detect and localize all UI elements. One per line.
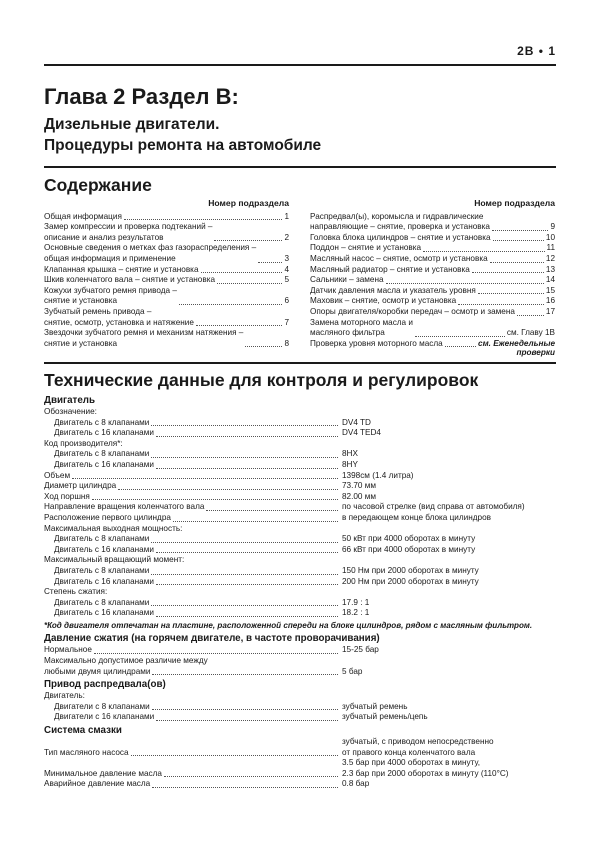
toc-entry-title: Поддон – снятие и установка: [310, 243, 422, 253]
dot-leader: [72, 478, 338, 479]
dot-leader: [196, 325, 283, 326]
toc-entry: [310, 275, 555, 286]
toc-entry: [310, 254, 555, 265]
toc-entry: [44, 307, 289, 328]
specs-body: [44, 393, 556, 790]
dot-leader: [156, 616, 338, 617]
toc-entry-title: Замена моторного масла и масляного фильтра: [310, 317, 413, 338]
chapter-subtitle: [44, 114, 321, 156]
toc-entry-title: Звездочки зубчатого ремня и механизм натяжения – снятие и установка: [44, 328, 244, 348]
toc-entry-page: 9: [550, 222, 555, 232]
page-number: 2B • 1: [517, 44, 556, 58]
dot-leader: [151, 605, 338, 606]
spec-row: [44, 524, 556, 535]
spec-label: Двигатель с 8 клапанами: [54, 597, 150, 607]
spec-value: 66 кВт при 4000 оборотах в минуту: [342, 544, 476, 554]
spec-label-cell: [44, 587, 342, 598]
spec-label: Расположение первого цилиндра: [44, 512, 171, 522]
dot-leader: [415, 336, 505, 337]
dot-leader: [151, 574, 338, 575]
contents-heading: Содержание: [44, 175, 152, 195]
spec-row: [44, 608, 556, 619]
spec-label: Объем: [44, 470, 71, 480]
spec-row: [44, 428, 556, 439]
spec-value: [342, 439, 556, 450]
spec-label: Двигатель с 16 клапанами: [54, 544, 154, 554]
dot-leader: [124, 219, 283, 220]
toc-entry: [44, 212, 289, 223]
spec-row: [44, 513, 556, 524]
toc-entry: [310, 265, 555, 276]
spec-label-cell: [44, 645, 342, 656]
toc-right-column: [310, 198, 555, 359]
spec-label: Минимальное давление масла: [44, 768, 162, 778]
spec-value: 18.2 : 1: [342, 608, 370, 618]
spec-row: [44, 587, 556, 598]
spec-label: Двигатели с 16 клапанами: [54, 712, 155, 722]
spec-value: 8HY: [342, 459, 358, 469]
spec-value: по часовой стрелке (вид справа от автомобиля): [342, 502, 525, 512]
spec-label: любыми двумя цилиндрами: [44, 666, 151, 676]
spec-label: Двигатель с 16 клапанами: [54, 576, 154, 586]
spec-value: 8HX: [342, 449, 358, 459]
dot-leader: [152, 674, 338, 675]
spec-value: 17.9 : 1: [342, 597, 370, 607]
toc-entry: [310, 296, 555, 307]
dot-leader: [258, 262, 282, 263]
dot-leader: [156, 436, 338, 437]
toc-entry-page: 2: [284, 232, 289, 242]
spec-value: 0.8 бар: [342, 779, 370, 789]
spec-row: [44, 566, 556, 577]
toc-column-header: Номер подраздела: [208, 198, 289, 208]
toc-entry: [44, 222, 289, 243]
compression-section-title: Давление сжатия (на горячем двигателе, в частоте проворачивания): [44, 633, 380, 645]
spec-row: [44, 667, 556, 678]
toc-entry-title: Датчик давления масла и указатель уровня: [310, 285, 476, 295]
toc-entry: [44, 328, 289, 349]
spec-label: Двигатель с 16 клапанами: [54, 459, 154, 469]
spec-label: Двигатели с 8 клапанами: [54, 701, 150, 711]
dot-leader: [173, 521, 338, 522]
dot-leader: [245, 346, 282, 347]
spec-label: Диаметр цилиндра: [44, 481, 117, 491]
toc-entry-page: см. Главу 1B: [506, 328, 555, 338]
dot-leader: [92, 499, 338, 500]
toc-entry: [310, 212, 555, 233]
spec-value: 5 бар: [342, 666, 363, 676]
spec-row: [44, 712, 556, 723]
toc-entry-title: Общая информация: [44, 211, 122, 221]
dot-leader: [179, 304, 283, 305]
spec-value: зубчатый ремень/цепь: [342, 712, 428, 722]
toc-entry-title: Масляный насос – снятие, осмотр и установка: [310, 253, 488, 263]
spec-label-cell: [44, 555, 342, 566]
spec-label: Максимальный вращающий момент:: [44, 555, 185, 565]
subtitle-line-1: Дизельные двигатели.: [44, 116, 220, 133]
toc-entry-page: 6: [284, 296, 289, 306]
spec-row: [44, 691, 556, 702]
toc-entry: [310, 233, 555, 244]
spec-label: Обозначение:: [44, 407, 97, 416]
spec-label: Ход поршня: [44, 491, 90, 501]
spec-row: [44, 656, 556, 667]
spec-label-cell: [44, 712, 342, 723]
dot-leader: [386, 283, 544, 284]
toc-entry: [44, 286, 289, 307]
toc-column-header: Номер подраздела: [474, 198, 555, 208]
spec-label-cell: [44, 577, 342, 588]
dot-leader: [217, 283, 282, 284]
toc-entry-title: Масляный радиатор – снятие и установка: [310, 264, 470, 274]
spec-value: 3.5 бар при 4000 оборотах в минуту, 2.3 бар при 2000 оборотах в минуту (110°C): [342, 758, 509, 778]
dot-leader: [152, 787, 338, 788]
dot-leader: [156, 584, 338, 585]
toc-entry-page-continued: проверки: [516, 348, 555, 358]
spec-label-cell: [44, 758, 342, 779]
dot-leader: [423, 251, 544, 252]
spec-label-cell: [44, 481, 342, 492]
spec-row: [44, 758, 556, 779]
toc-entry-title: Основные сведения о метках фаз газораспределения – общая информация и применение: [44, 243, 257, 263]
top-rule: [44, 64, 556, 66]
spec-label: Степень сжатия:: [44, 587, 108, 597]
spec-row: [44, 645, 556, 656]
toc-entry: [310, 286, 555, 297]
spec-row: [44, 598, 556, 609]
toc-entry: [310, 243, 555, 254]
toc-entry-title: Шкив коленчатого вала – снятие и установка: [44, 275, 216, 285]
spec-label: Код производителя*:: [44, 438, 123, 448]
toc-entry-page: см. Еженедельные: [478, 338, 555, 348]
spec-label-cell: [44, 598, 342, 609]
dot-leader: [201, 272, 283, 273]
spec-label: Двигатель:: [44, 691, 85, 701]
subtitle-line-2: Процедуры ремонта на автомобиле: [44, 137, 322, 154]
dot-leader: [131, 755, 338, 756]
spec-label: Двигатель с 16 клапанами: [54, 428, 154, 438]
camdrive-section-title: Привод распредвала(ов): [44, 679, 166, 691]
spec-row: [44, 449, 556, 460]
chapter-title: Глава 2 Раздел B:: [44, 84, 239, 109]
contents-rule: [44, 166, 556, 168]
dot-leader: [206, 510, 338, 511]
spec-row: [44, 779, 556, 790]
spec-label-cell: [44, 656, 342, 667]
toc-entry-page: 8: [284, 338, 289, 348]
spec-value: [342, 656, 556, 667]
dot-leader: [445, 346, 476, 347]
toc-entry-page: 17: [545, 306, 555, 316]
spec-row: [44, 439, 556, 450]
spec-label: Двигатель с 8 клапанами: [54, 417, 150, 427]
spec-label: Аварийное давление масла: [44, 779, 151, 789]
dot-leader: [164, 776, 338, 777]
spec-label: Тип масляного насоса: [44, 747, 129, 757]
toc-entry-title: Замер компрессии и проверка подтеканий – описание и анализ результатов: [44, 222, 213, 242]
dot-leader: [94, 653, 338, 654]
toc-entry-page: 10: [545, 232, 555, 242]
spec-row: [44, 471, 556, 482]
spec-label: Двигатель с 16 клапанами: [54, 608, 154, 618]
toc-entry-page: 11: [546, 243, 555, 253]
toc-entry: [310, 307, 555, 318]
spec-label: Двигатель с 8 клапанами: [54, 449, 150, 459]
dot-leader: [156, 720, 338, 721]
toc-entry-title: Маховик – снятие, осмотр и установка: [310, 296, 457, 306]
spec-value: 200 Нм при 2000 оборотах в минуту: [342, 576, 479, 586]
toc-entry: [44, 265, 289, 276]
spec-row: [44, 534, 556, 545]
spec-label-cell: [44, 502, 342, 513]
spec-value: 82.00 мм: [342, 491, 377, 501]
toc-entry-page: 4: [284, 264, 289, 274]
spec-row: [44, 545, 556, 556]
spec-label-cell: [44, 428, 342, 439]
spec-value: [342, 407, 556, 418]
dot-leader: [152, 709, 338, 710]
spec-label: Направление вращения коленчатого вала: [44, 502, 205, 512]
toc-entry: [44, 275, 289, 286]
spec-label-cell: [44, 449, 342, 460]
spec-label-cell: [44, 418, 342, 429]
spec-label: Двигатель с 8 клапанами: [54, 534, 150, 544]
spec-label-cell: [44, 667, 342, 678]
toc-entry-page: 7: [284, 317, 289, 327]
spec-label-cell: [44, 608, 342, 619]
dot-leader: [472, 272, 544, 273]
spec-label-cell: [44, 534, 342, 545]
toc-entry-page: 12: [545, 253, 555, 263]
spec-label-cell: [44, 737, 342, 758]
toc-entry-page: 16: [545, 296, 555, 306]
toc-entry-page: 14: [545, 275, 555, 285]
spec-row: [44, 460, 556, 471]
specs-rule: [44, 362, 556, 364]
dot-leader: [492, 230, 548, 231]
dot-leader: [156, 468, 338, 469]
dot-leader: [517, 315, 544, 316]
toc-entry-title: Опоры двигателя/коробки передач – осмотр и замена: [310, 306, 515, 316]
dot-leader: [118, 489, 338, 490]
toc-entry-title: Проверка уровня моторного масла: [310, 338, 443, 348]
spec-row: [44, 737, 556, 758]
dot-leader: [156, 552, 338, 553]
spec-row: [44, 492, 556, 503]
dot-leader: [490, 262, 544, 263]
spec-value: зубчатый, с приводом непосредственно от правого конца коленчатого вала: [342, 737, 494, 757]
spec-row: [44, 481, 556, 492]
spec-label-cell: [44, 407, 342, 418]
specs-heading: Технические данные для контроля и регулировок: [44, 370, 479, 390]
toc-entry-page: 5: [284, 275, 289, 285]
spec-row: [44, 418, 556, 429]
spec-label: Максимально допустимое различие между: [44, 656, 208, 666]
engine-section-title: Двигатель: [44, 395, 96, 406]
toc-left-column: [44, 198, 289, 349]
spec-value: [342, 524, 556, 535]
spec-label-cell: [44, 566, 342, 577]
spec-label-cell: [44, 513, 342, 524]
dot-leader: [214, 240, 282, 241]
spec-value: 73.70 мм: [342, 481, 377, 491]
dot-leader: [151, 457, 338, 458]
toc-entry-title: Головка блока цилиндров – снятие и установка: [310, 232, 491, 242]
spec-row: [44, 502, 556, 513]
toc-entry-page: 15: [545, 285, 555, 295]
lubrication-section-title: Система смазки: [44, 725, 122, 737]
spec-label-cell: [44, 545, 342, 556]
spec-label-cell: [44, 691, 342, 702]
spec-row: [44, 407, 556, 418]
toc-entry: [44, 243, 289, 264]
spec-label-cell: [44, 471, 342, 482]
spec-value: зубчатый ремень: [342, 701, 408, 711]
spec-label-cell: [44, 779, 342, 790]
toc-entry-page: 3: [284, 253, 289, 263]
engine-code-note: *Код двигателя отпечатан на пластине, расположенной спереди на блоке цилиндров, рядом с масляным фильтром.: [44, 620, 533, 630]
spec-label-cell: [44, 702, 342, 713]
spec-value: [342, 691, 556, 702]
spec-row: [44, 555, 556, 566]
toc-entry-page: 13: [545, 264, 555, 274]
spec-label-cell: [44, 439, 342, 450]
spec-row: [44, 702, 556, 713]
spec-value: [342, 555, 556, 566]
dot-leader: [478, 293, 544, 294]
dot-leader: [151, 542, 338, 543]
spec-label-cell: [44, 524, 342, 535]
spec-label: Двигатель с 8 клапанами: [54, 565, 150, 575]
toc-entry-title: Кожухи зубчатого ремня привода – снятие и установка: [44, 285, 177, 306]
toc-entry-title: Сальники – замена: [310, 275, 384, 285]
spec-label: Максимальная выходная мощность:: [44, 523, 183, 533]
spec-value: 1398см (1.4 литра): [342, 470, 414, 480]
dot-leader: [151, 425, 338, 426]
toc-entry: [310, 318, 555, 339]
spec-label-cell: [44, 492, 342, 503]
spec-row: [44, 577, 556, 588]
toc-entry-page: 1: [284, 211, 289, 221]
dot-leader: [458, 304, 544, 305]
toc-entry-title: Зубчатый ремень привода – снятие, осмотр, установка и натяжение: [44, 306, 194, 327]
spec-value: в передающем конце блока цилиндров: [342, 512, 491, 522]
toc-entry-title: Клапанная крышка – снятие и установка: [44, 264, 199, 274]
dot-leader: [493, 240, 544, 241]
spec-value: 50 кВт при 4000 оборотах в минуту: [342, 534, 476, 544]
spec-value: DV4 TD: [342, 417, 371, 427]
spec-value: [342, 587, 556, 598]
toc-entry-title: Распредвал(ы), коромысла и гидравлические направляющие – снятие, проверка и установка: [310, 211, 490, 232]
spec-value: 15-25 бар: [342, 645, 379, 655]
spec-value: 150 Нм при 2000 оборотах в минуту: [342, 565, 479, 575]
spec-value: DV4 TED4: [342, 428, 381, 438]
spec-label: Нормальное: [44, 645, 92, 655]
spec-label-cell: [44, 460, 342, 471]
